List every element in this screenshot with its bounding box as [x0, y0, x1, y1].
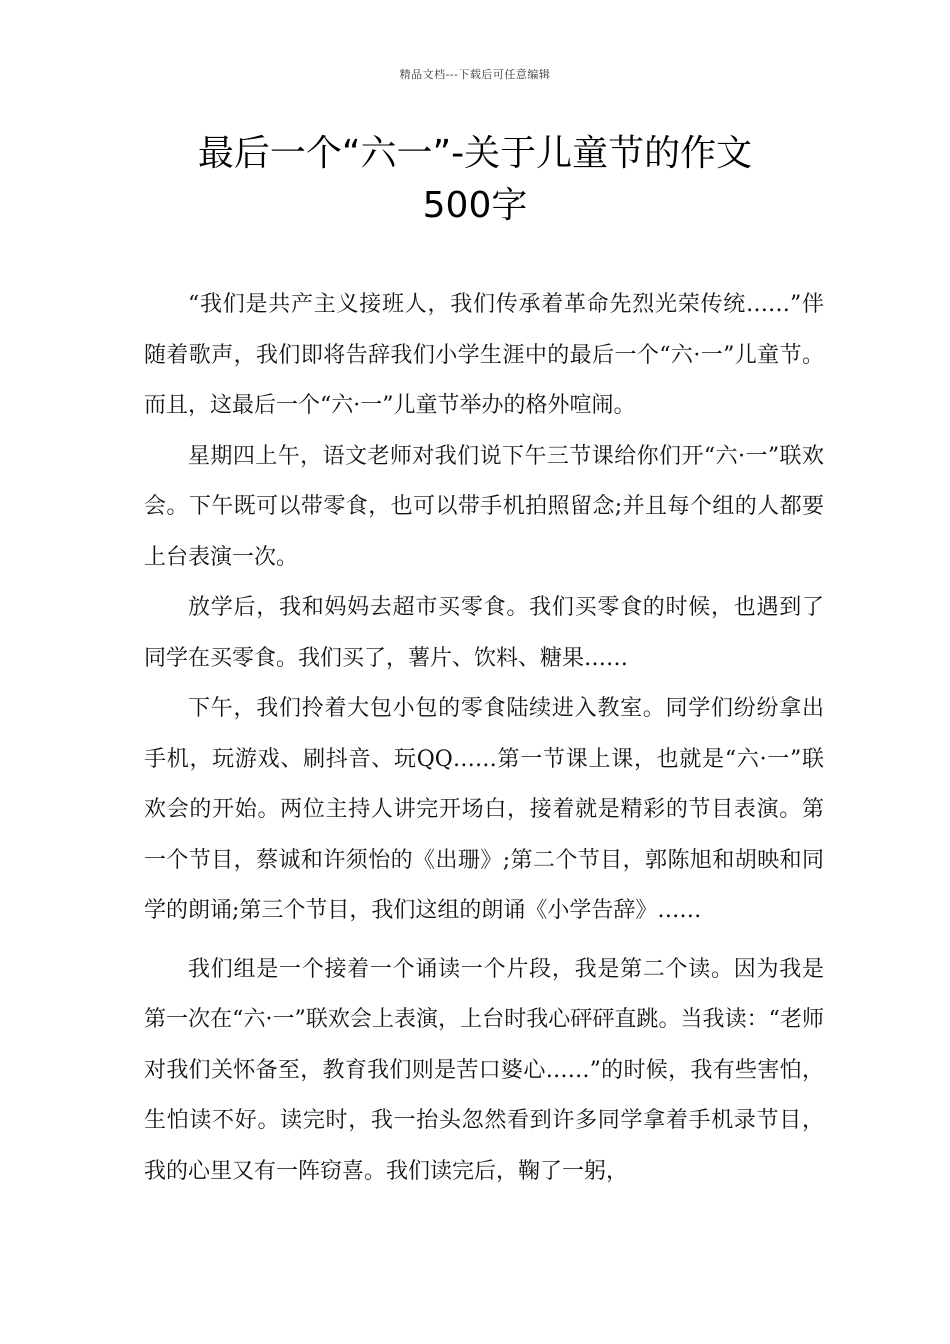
document-body [144, 280, 824, 1197]
document-title [120, 128, 830, 232]
paragraph-2: 星期四上午，语文老师对我们说下午三节课给你们开“六·一”联欢会。下午既可以带零食，也可以带手机拍照留念;并且每个组的人都要上台表演一次。 [144, 443, 824, 570]
title-line-2: 500字 [422, 185, 528, 226]
header-note: 精品文档---下载后可任意编辑 [399, 68, 551, 81]
paragraph-1: “我们是共产主义接班人，我们传承着革命先烈光荣传统……”伴随着歌声，我们即将告辞我们小学生涯中的最后一个“六·一”儿童节。而且，这最后一个“六·一”儿童节举办的格外喧闹。 [144, 292, 824, 418]
paragraph-5: 我们组是一个接着一个诵读一个片段，我是第二个读。因为我是第一次在“六·一”联欢会上表演，上台时我心砰砰直跳。当我读：“老师对我们关怀备至，教育我们则是苦口婆心……”的时候，我有些害怕，生怕读不好。读完时，我一抬头忽然看到许多同学拿着手机录节目，我的心里又有一阵窃喜。我们读完后，鞠了一躬， [144, 956, 824, 1184]
paragraph-3: 放学后，我和妈妈去超市买零食。我们买零食的时候，也遇到了同学在买零食。我们买了，薯片、饮料、糖果…… [144, 595, 824, 671]
title-line-1: 最后一个“六一”-关于儿童节的作文 [197, 133, 753, 174]
paragraph-4: 下午，我们拎着大包小包的零食陆续进入教室。同学们纷纷拿出手机，玩游戏、刷抖音、玩QQ……第一节课上课，也就是“六·一”联欢会的开始。两位主持人讲完开场白，接着就是精彩的节目表演。第一个节目，蔡诚和许须怡的《出珊》;第二个节目，郭陈旭和胡映和同学的朗诵;第三个节目，我们这组的朗诵《小学告辞》…… [144, 696, 824, 923]
